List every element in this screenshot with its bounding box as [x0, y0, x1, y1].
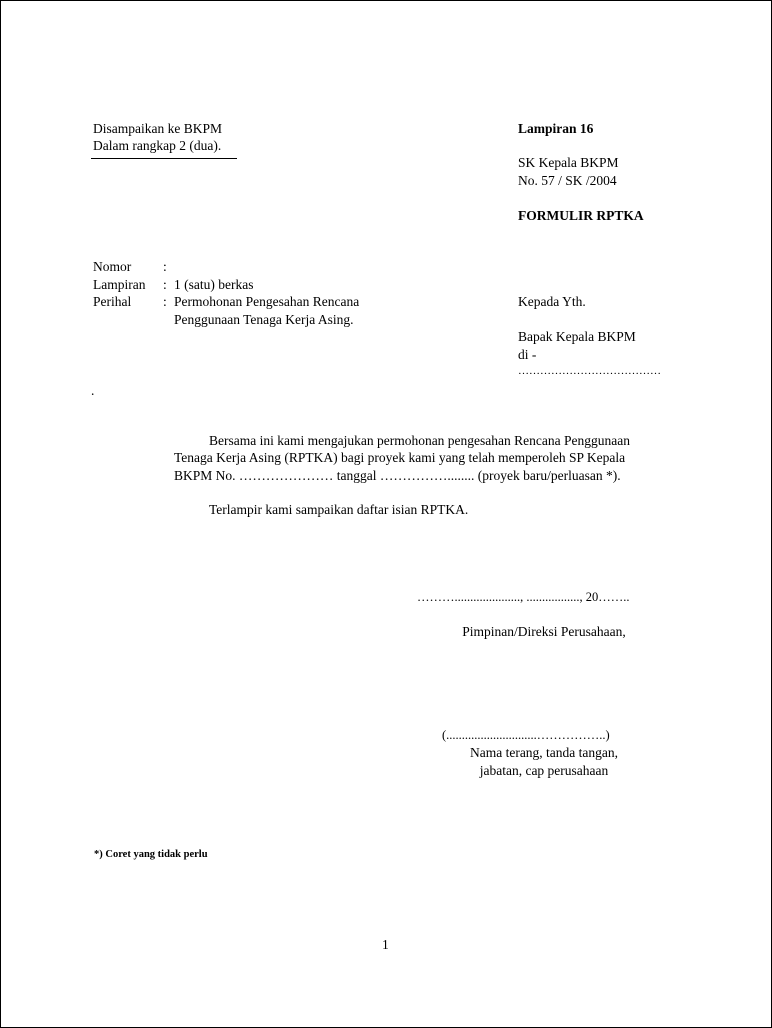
- lampiran-label: Lampiran: [93, 277, 146, 292]
- body-para2: Terlampir kami sampaikan daftar isian RPTKA.: [209, 502, 469, 517]
- header-left-line2: Dalam rangkap 2 (dua).: [93, 138, 222, 153]
- page-number: 1: [382, 937, 389, 952]
- recipient-di: di -: [518, 347, 537, 362]
- body-para1-line2: Tenaga Kerja Asing (RPTKA) bagi proyek kami yang telah memperoleh SP Kepala: [174, 450, 626, 465]
- sk-line2: No. 57 / SK /2004: [518, 173, 617, 188]
- perihal-colon: :: [163, 294, 167, 309]
- recipient-bapak: Bapak Kepala BKPM: [518, 329, 636, 344]
- sk-line1: SK Kepala BKPM: [518, 155, 619, 170]
- footnote: *) Coret yang tidak perlu: [94, 849, 208, 860]
- body-para1-line3: BKPM No. ………………… tanggal ……………........ (proyek baru/perluasan *).: [174, 468, 621, 483]
- nomor-colon: :: [163, 259, 167, 274]
- form-title: FORMULIR RPTKA: [518, 208, 644, 223]
- perihal-value-2: Penggunaan Tenaga Kerja Asing.: [174, 312, 354, 327]
- perihal-label: Perihal: [93, 294, 132, 309]
- signature-blank: (.............................……………..): [442, 728, 610, 742]
- recipient-dots: …………………………………: [518, 365, 661, 377]
- lampiran-number: Lampiran 16: [518, 121, 594, 136]
- signature-title: Pimpinan/Direksi Perusahaan,: [462, 624, 626, 639]
- body-para1-line1: Bersama ini kami mengajukan permohonan pengesahan Rencana Penggunaan: [209, 433, 630, 448]
- lampiran-colon: :: [163, 277, 167, 292]
- perihal-value-1: Permohonan Pengesahan Rencana: [174, 294, 360, 309]
- header-left-line1: Disampaikan ke BKPM: [93, 121, 222, 136]
- lampiran-value: 1 (satu) berkas: [174, 277, 254, 292]
- signature-place-date: ………....................., ................., 20……..: [417, 590, 630, 604]
- stray-dot: .: [91, 383, 95, 398]
- recipient-kepada: Kepada Yth.: [518, 294, 586, 309]
- nomor-label: Nomor: [93, 259, 132, 274]
- signature-caption2: jabatan, cap perusahaan: [479, 763, 609, 778]
- signature-caption1: Nama terang, tanda tangan,: [469, 745, 619, 760]
- header-underline: [91, 158, 237, 159]
